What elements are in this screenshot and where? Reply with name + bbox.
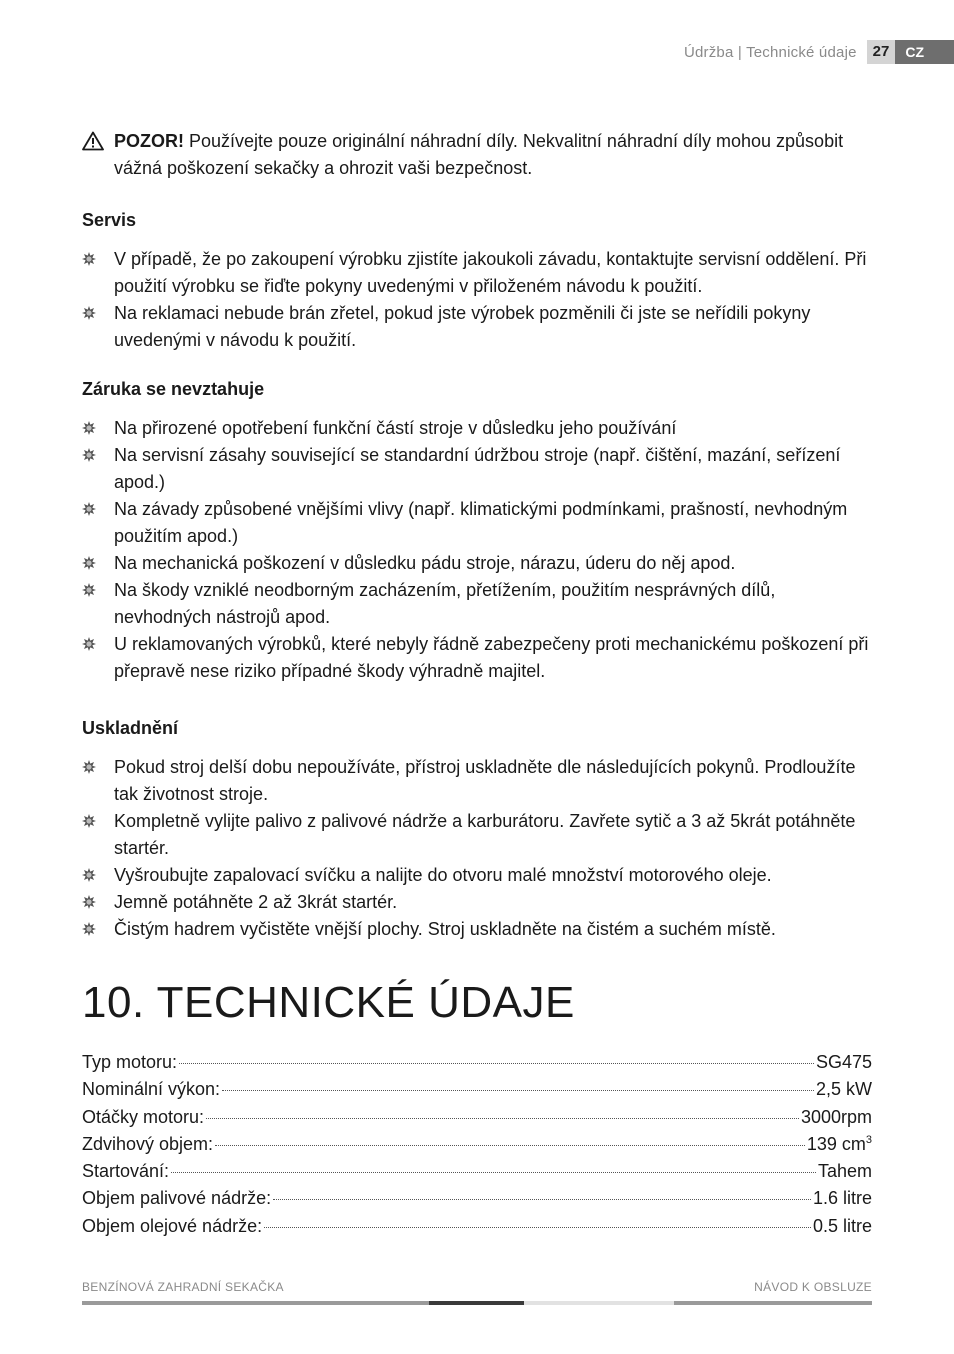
spec-value: 2,5 kW <box>815 1079 872 1100</box>
list-item: U reklamovaných výrobků, které nebyly řádně zabezpečeny proti mechanickému poškození při přepravě nese riziko případné škody výhradně majitel. <box>82 631 872 685</box>
dot-leader <box>222 1090 814 1091</box>
spec-label: Startování: <box>82 1161 170 1182</box>
footer-bar <box>82 1301 872 1305</box>
list-item: Pokud stroj delší dobu nepoužíváte, přístroj uskladněte dle následujících pokynů. Prodloužíte tak životnost stroje. <box>82 754 872 808</box>
bullet-icon <box>82 637 96 651</box>
bullet-icon <box>82 868 96 882</box>
page-number: 27 <box>867 40 896 64</box>
list-item: Na přirozené opotřebení funkční částí stroje v důsledku jeho používání <box>82 415 872 442</box>
list-item: Vyšroubujte zapalovací svíčku a nalijte do otvoru malé množství motorového oleje. <box>82 862 872 889</box>
list-item: Na mechanická poškození v důsledku pádu stroje, nárazu, úderu do něj apod. <box>82 550 872 577</box>
bullet-icon <box>82 421 96 435</box>
footer-bar-segment <box>429 1301 524 1305</box>
warning-label: POZOR! <box>114 131 184 151</box>
spec-value: 0.5 litre <box>812 1215 872 1236</box>
bullet-list <box>82 246 872 354</box>
spec-table <box>82 1052 872 1243</box>
bullet-icon <box>82 502 96 516</box>
section-storage <box>82 716 872 943</box>
bullet-icon <box>82 922 96 936</box>
footer-bar-segment <box>524 1301 674 1305</box>
warning-text: Používejte pouze originální náhradní díly. Nekvalitní náhradní díly mohou způsobit vážná poškození sekačky a ohrozit vaši bezpečnost. <box>114 131 844 178</box>
dot-leader <box>215 1145 805 1146</box>
warning-notice <box>82 128 872 182</box>
footer-left: BENZÍNOVÁ ZAHRADNÍ SEKAČKA <box>82 1280 284 1294</box>
list-item: Na škody vzniklé neodborným zacházením, přetížením, použitím nesprávných dílů, nevhodných nástrojů apod. <box>82 577 872 631</box>
bullet-icon <box>82 306 96 320</box>
dot-leader <box>206 1118 799 1119</box>
spec-label: Otáčky motoru: <box>82 1106 205 1127</box>
list-item: Na závady způsobené vnějšími vlivy (např. klimatickými podmínkami, prašností, nevhodným použitím apod.) <box>82 496 872 550</box>
bullet-icon <box>82 583 96 597</box>
header-title: Údržba | Technické údaje <box>683 43 857 61</box>
dot-leader <box>264 1227 811 1228</box>
dot-leader <box>171 1172 816 1173</box>
spec-value: 1.6 litre <box>812 1188 872 1209</box>
bullet-icon <box>82 252 96 266</box>
section-servis <box>82 208 872 354</box>
list-item: Na reklamaci nebude brán zřetel, pokud jste výrobek pozměnili či jste se neřídili pokyny uvedenými v návodu k použití. <box>82 300 872 354</box>
dot-leader <box>273 1199 811 1200</box>
bullet-icon <box>82 895 96 909</box>
spec-row <box>82 1107 872 1134</box>
bullet-list <box>82 415 872 685</box>
bullet-icon <box>82 814 96 828</box>
section-heading: Servis <box>82 210 137 230</box>
spec-value: Tahem <box>817 1161 872 1182</box>
spec-value: 139 $cm^3$ <box>806 1133 872 1154</box>
section-warranty-exclusions <box>82 377 872 685</box>
spec-label: Typ motoru: <box>82 1052 178 1072</box>
spec-row <box>82 1079 872 1106</box>
section-heading: Uskladnění <box>82 718 179 738</box>
bullet-icon <box>82 556 96 570</box>
bullet-icon <box>82 448 96 462</box>
list-item: Na servisní zásahy související se standardní údržbou stroje (např. čištění, mazání, seřízení apod.) <box>82 442 872 496</box>
list-item: Kompletně vylijte palivo z palivové nádrže a karburátoru. Zavřete sytič a 3 až 5krát potáhněte startér. <box>82 808 872 862</box>
footer-bar-segment <box>82 1301 429 1305</box>
bullet-icon <box>82 760 96 774</box>
spec-value: SG475 <box>815 1052 872 1072</box>
page-header <box>684 40 954 64</box>
spec-label: Nominální výkon: <box>82 1079 221 1100</box>
list-item: Čistým hadrem vyčistěte vnější plochy. Stroj uskladněte na čistém a suchém místě. <box>82 916 872 943</box>
list-item: V případě, že po zakoupení výrobku zjistíte jakoukoli závadu, kontaktujte servisní oddělení. Při použití výrobku se řiďte pokyny uvedenými v přiloženém návodu k použití. <box>82 246 872 300</box>
spec-row <box>82 1052 872 1079</box>
spec-label: Objem palivové nádrže: <box>82 1188 272 1209</box>
bullet-list <box>82 754 872 943</box>
footer-right: NÁVOD K OBSLUZE <box>754 1280 872 1294</box>
spec-label: Objem olejové nádrže: <box>82 1215 263 1236</box>
footer-bar-segment <box>674 1301 872 1305</box>
spec-label: Zdvihový objem: <box>82 1133 214 1154</box>
section-heading: Záruka se nevztahuje <box>82 379 265 399</box>
spec-row <box>82 1161 872 1188</box>
dot-leader <box>179 1063 814 1064</box>
spec-value: 3000rpm <box>800 1106 872 1127</box>
page-footer <box>82 1280 872 1294</box>
spec-row <box>82 1188 872 1215</box>
language-badge: CZ <box>895 40 954 64</box>
list-item: Jemně potáhněte 2 až 3krát startér. <box>82 889 872 916</box>
spec-row <box>82 1134 872 1161</box>
chapter-title: 10. TECHNICKÉ ÚDAJE <box>82 978 575 1027</box>
spec-row <box>82 1216 872 1243</box>
warning-triangle-icon <box>82 131 104 151</box>
